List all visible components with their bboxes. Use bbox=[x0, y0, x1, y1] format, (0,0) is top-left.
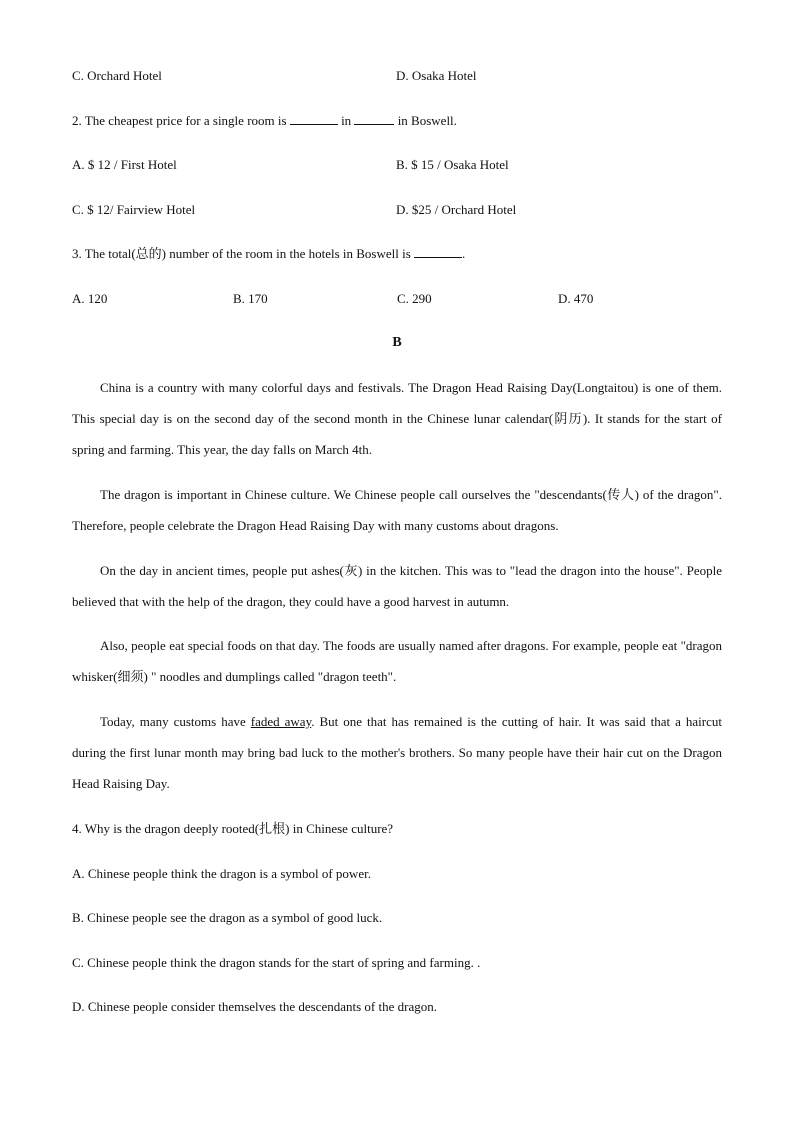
q1-option-d: D. Osaka Hotel bbox=[396, 68, 477, 83]
passage-paragraph-5 bbox=[72, 706, 722, 799]
q4-option-c: C. Chinese people think the dragon stands for the start of spring and farming. . bbox=[72, 955, 481, 970]
q4-option-d: D. Chinese people consider themselves the descendants of the dragon. bbox=[72, 999, 437, 1014]
q3-option-c: C. 290 bbox=[397, 291, 432, 306]
p5-before: Today, many customs have bbox=[100, 714, 251, 729]
passage-paragraph-3: On the day in ancient times, people put ashes(灰) in the kitchen. This was to "lead the dragon into the house". People believed that with the help of the dragon, they could have a good harvest in autumn. bbox=[72, 563, 722, 609]
q2-stem bbox=[72, 112, 457, 130]
q3-stem-text: 3. The total(总的) number of the room in the hotels in Boswell is bbox=[72, 246, 411, 261]
q4-option-a: A. Chinese people think the dragon is a symbol of power. bbox=[72, 866, 371, 881]
p5-after: . But one that has remained is the cutting of hair. It was said that a haircut during the first lunar month may bring bad luck to the mother's brothers. So many people have their hair cut on the Dragon Head Raising Day. bbox=[72, 714, 722, 791]
passage-paragraph-2: The dragon is important in Chinese culture. We Chinese people call ourselves the "descendants(传人) of the dragon". Therefore, people celebrate the Dragon Head Raising Day with many customs about dragons. bbox=[72, 487, 722, 533]
q3-option-b: B. 170 bbox=[233, 291, 268, 306]
q3-stem-end: . bbox=[462, 246, 466, 261]
q3-option-a: A. 120 bbox=[72, 291, 108, 306]
section-b-heading: B bbox=[392, 335, 402, 350]
q2-option-c: C. $ 12/ Fairview Hotel bbox=[72, 202, 196, 217]
q2-stem-part2: in bbox=[341, 113, 352, 128]
q3-stem bbox=[72, 245, 465, 263]
q2-option-d: D. $25 / Orchard Hotel bbox=[396, 202, 517, 217]
q3-option-d: D. 470 bbox=[558, 291, 594, 306]
q1-option-c: C. Orchard Hotel bbox=[72, 68, 162, 83]
q2-stem-part1: 2. The cheapest price for a single room is bbox=[72, 113, 287, 128]
passage-paragraph-1: China is a country with many colorful days and festivals. The Dragon Head Raising Day(Longtaitou) is one of them. This special day is on the second day of the second month in the Chinese lunar calendar(阴历). It stands for the start of spring and farming. This year, the day falls on March 4th. bbox=[72, 380, 722, 457]
q2-stem-part3: in Boswell. bbox=[397, 113, 457, 128]
p5-underlined-phrase: faded away bbox=[250, 714, 312, 729]
q4-stem: 4. Why is the dragon deeply rooted(扎根) in Chinese culture? bbox=[72, 821, 394, 836]
passage-paragraph-4: Also, people eat special foods on that day. The foods are usually named after dragons. For example, people eat "dragon whisker(细须) " noodles and dumplings called "dragon teeth". bbox=[72, 638, 722, 684]
q2-option-a: A. $ 12 / First Hotel bbox=[72, 157, 177, 172]
q3-blank bbox=[414, 245, 462, 258]
q2-blank-1 bbox=[290, 112, 338, 125]
q4-option-b: B. Chinese people see the dragon as a symbol of good luck. bbox=[72, 910, 383, 925]
q2-option-b: B. $ 15 / Osaka Hotel bbox=[396, 157, 509, 172]
q2-blank-2 bbox=[354, 112, 394, 125]
